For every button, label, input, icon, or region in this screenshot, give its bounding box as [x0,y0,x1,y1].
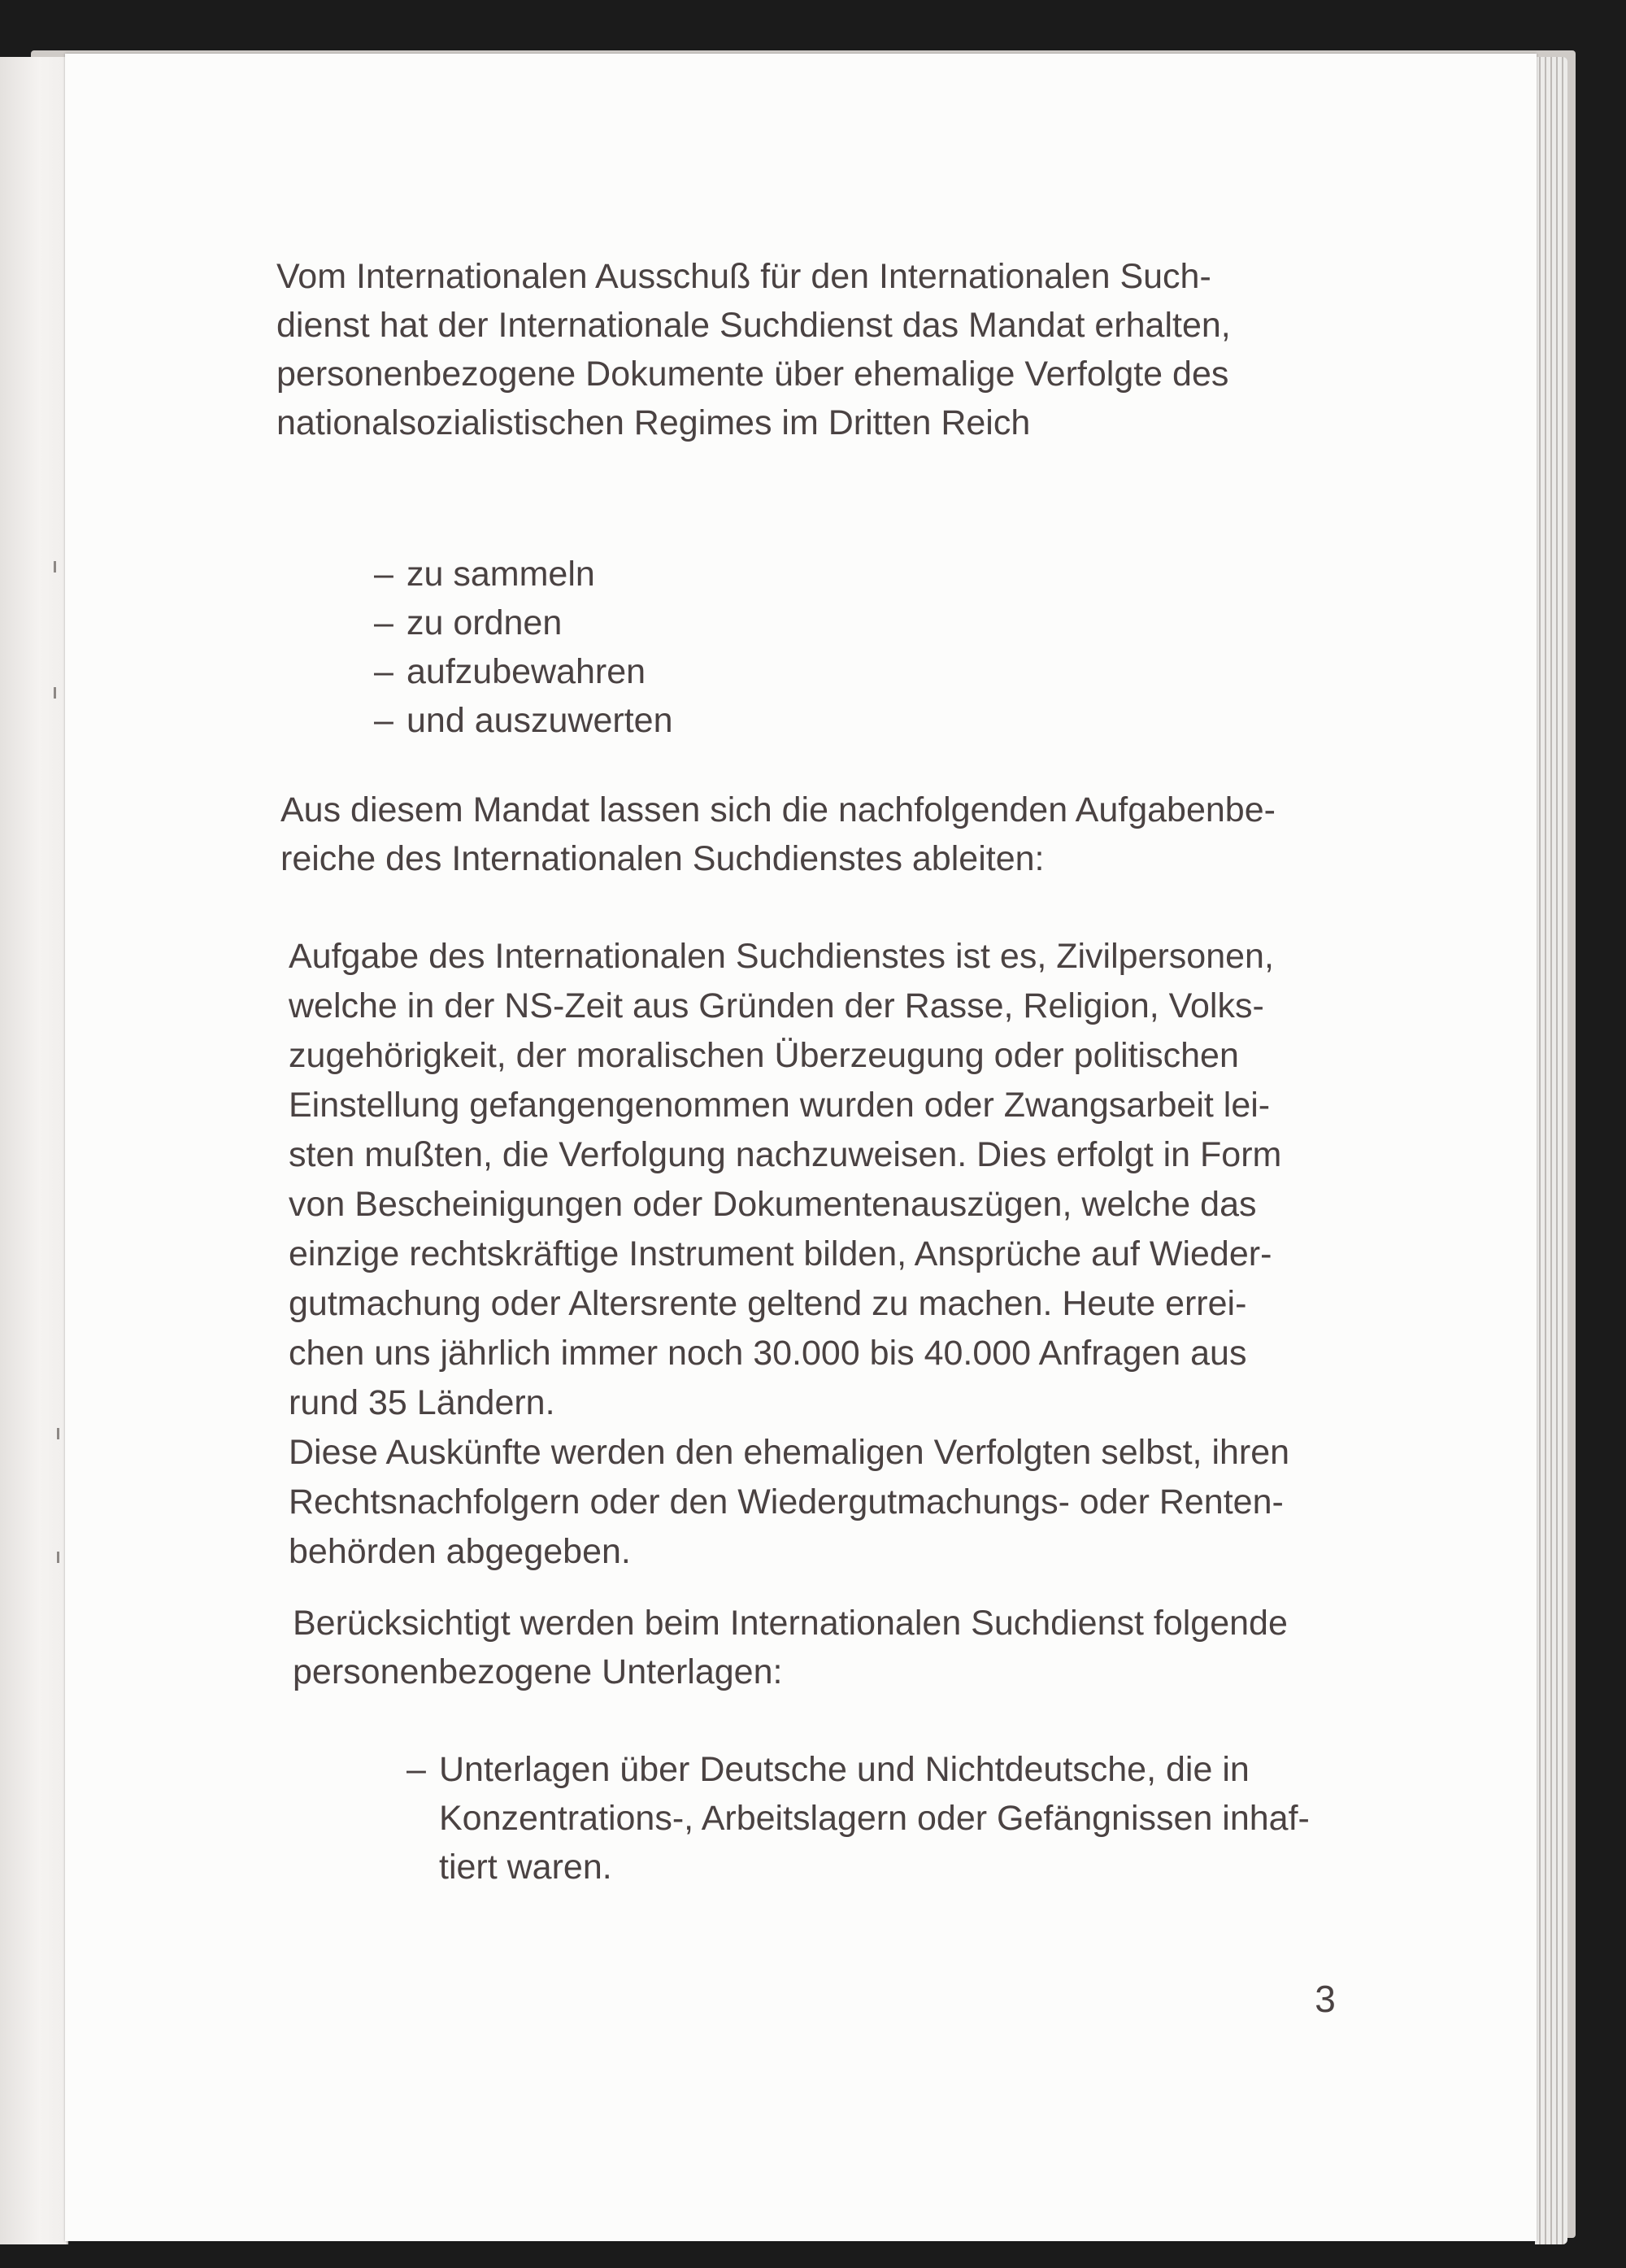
text-line: zugehörigkeit, der moralischen Überzeugung oder politischen [289,1036,1239,1075]
list-item-text: zu ordnen [406,603,563,642]
text-line: behörden abgegeben. [289,1532,631,1571]
text-line: von Bescheinigungen oder Dokumentenauszügen, welche das [289,1185,1257,1224]
dash-bullet: – [374,603,393,642]
intro-paragraph [276,252,1369,447]
text-line: Aufgabe des Internationalen Suchdienstes ist es, Zivilpersonen, [289,937,1274,976]
text-line: Unterlagen über Deutsche und Nichtdeutsche, die in [439,1750,1250,1789]
text-line: reiche des Internationalen Suchdienstes ableiten: [280,839,1045,878]
stacked-page-edges [1535,57,1567,2244]
document-page [65,54,1537,2241]
previous-page-edge [0,57,68,2244]
text-line: nationalsozialistischen Regimes im Dritten Reich [276,403,1031,442]
text-line: personenbezogene Dokumente über ehemalige Verfolgte des [276,355,1229,394]
text-line: Berücksichtigt werden beim Internationalen Suchdienst folgende [293,1604,1288,1643]
text-line: welche in der NS-Zeit aus Gründen der Rasse, Religion, Volks- [289,986,1264,1025]
list-item-text: und auszuwerten [406,701,673,740]
list-item [374,647,943,696]
records-intro-paragraph [293,1599,1374,1696]
task-description-paragraph [289,932,1370,1577]
list-item [374,599,943,647]
page-number: 3 [1315,1978,1336,2020]
records-list [406,1745,1372,1891]
margin-mark [57,1428,59,1439]
dash-bullet: – [374,555,393,594]
dash-bullet: – [406,1750,426,1789]
dash-bullet: – [374,652,393,691]
list-item-text: aufzubewahren [406,652,646,691]
text-line: einzige rechtskräftige Instrument bilden, Ansprüche auf Wieder- [289,1234,1272,1273]
margin-mark [54,561,56,572]
text-line: Diese Auskünfte werden den ehemaligen Verfolgten selbst, ihren [289,1433,1290,1472]
text-line: gutmachung oder Altersrente geltend zu machen. Heute errei- [289,1284,1247,1323]
text-line: Aus diesem Mandat lassen sich die nachfolgenden Aufgabenbe- [280,790,1276,829]
text-line: Rechtsnachfolgern oder den Wiedergutmachungs- oder Renten- [289,1482,1284,1521]
tasks-intro-paragraph [280,786,1370,883]
list-item [406,1745,1372,1891]
text-line: Vom Internationalen Ausschuß für den Internationalen Such- [276,257,1211,296]
list-item [374,550,943,599]
margin-mark [54,687,56,699]
text-line: sten mußten, die Verfolgung nachzuweisen. Dies erfolgt in Form [289,1135,1282,1174]
text-line: tiert waren. [439,1848,612,1887]
text-line: dienst hat der Internationale Suchdienst das Mandat erhalten, [276,306,1231,345]
list-item [374,696,943,745]
text-line: chen uns jährlich immer noch 30.000 bis 40.000 Anfragen aus [289,1334,1247,1373]
text-line: personenbezogene Unterlagen: [293,1652,783,1691]
margin-mark [57,1552,59,1563]
text-line: Konzentrations-, Arbeitslagern oder Gefängnissen inhaf- [439,1799,1310,1838]
text-line: rund 35 Ländern. [289,1383,555,1422]
mandate-list [374,550,943,745]
list-item-text: zu sammeln [406,555,595,594]
dash-bullet: – [374,701,393,740]
text-line: Einstellung gefangengenommen wurden oder Zwangsarbeit lei- [289,1086,1271,1125]
